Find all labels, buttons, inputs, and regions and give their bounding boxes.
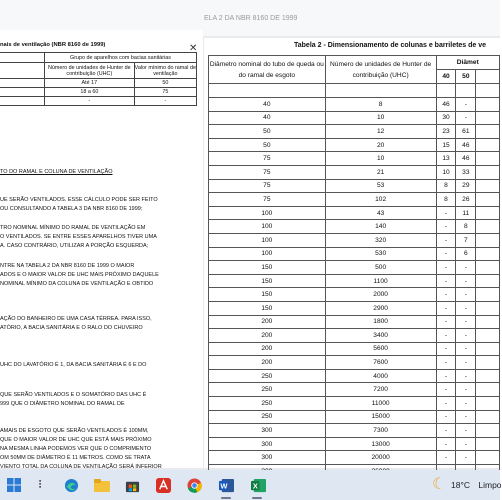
table-row xyxy=(209,342,500,356)
table-cell: - xyxy=(436,220,456,234)
table-row xyxy=(209,220,500,234)
table-row xyxy=(209,410,500,424)
paragraph-line: OU CONSULTANDO A TABELA 3 DA NBR 8160 DE 1999; xyxy=(0,206,143,212)
table-cell: - xyxy=(456,383,476,397)
table-cell: 30 xyxy=(436,111,456,125)
table-cell: 46 xyxy=(436,98,456,112)
table-cell: - xyxy=(456,437,476,451)
table-cell: - xyxy=(456,342,476,356)
table-cell: 61 xyxy=(456,125,476,139)
table-cell: 46 xyxy=(456,152,476,166)
paragraph-line: AMAIS DE ESGOTO QUE SERÃO VENTILADOS É 100MM, xyxy=(0,428,149,434)
table-cell: 46 xyxy=(456,138,476,152)
table-cell: 18 a 60 xyxy=(45,88,135,97)
table-cell: - xyxy=(436,369,456,383)
close-icon[interactable]: ✕ xyxy=(189,43,198,54)
table-row xyxy=(209,111,500,125)
table-row xyxy=(209,301,500,315)
paragraph-line: VIENTO TOTAL DA COLUNA DE VENTILAÇÃO SERÁ INFERIOR xyxy=(0,464,162,470)
header-diameter-group: Diâmet xyxy=(436,56,499,70)
table-cell: 10 xyxy=(325,111,436,125)
chrome-icon[interactable] xyxy=(186,477,202,493)
table-cell: 8 xyxy=(456,220,476,234)
table-cell: - xyxy=(456,369,476,383)
table-cell: - xyxy=(436,329,456,343)
table-cell: - xyxy=(456,410,476,424)
table-cell-blank xyxy=(0,97,45,106)
paragraph-line: A. CASO CONTRÁRIO, UTILIZAR A PORÇÃO ESQUERDA; xyxy=(0,243,149,249)
table-cell: 40 xyxy=(209,98,326,112)
table-row xyxy=(209,165,500,179)
table-cell: 150 xyxy=(209,301,326,315)
table-cell xyxy=(476,233,500,247)
table-cell: 75 xyxy=(209,193,326,207)
table-cell: 50 xyxy=(209,125,326,139)
column-sizing-table xyxy=(208,55,500,479)
paragraph-line: AÇÃO DO BANHEIRO DE UMA CASA TÉRREA. PARA ISSO, xyxy=(0,316,152,322)
table-cell: 100 xyxy=(209,206,326,220)
table-sub-blank xyxy=(0,63,45,79)
right-table-title: Tabela 2 - Dimensionamento de colunas e barriletes de ve xyxy=(294,42,487,49)
acrobat-icon[interactable] xyxy=(155,477,171,493)
table-cell xyxy=(476,410,500,424)
table-cell: - xyxy=(436,342,456,356)
table-sub-uhc: Número de unidades de Hunter de contribuição (UHC) xyxy=(45,63,135,79)
table-row xyxy=(209,329,500,343)
table-cell: - xyxy=(436,410,456,424)
table-cell: 102 xyxy=(325,193,436,207)
table-cell: 300 xyxy=(209,424,326,438)
table-cell: 200 xyxy=(209,342,326,356)
table-cell: - xyxy=(456,315,476,329)
store-icon[interactable] xyxy=(124,477,140,493)
table-row xyxy=(209,193,500,207)
table-cell: 1100 xyxy=(325,274,436,288)
table-cell: - xyxy=(436,288,456,302)
table-row xyxy=(209,274,500,288)
table-cell: 7 xyxy=(456,233,476,247)
table-cell: 75 xyxy=(209,165,326,179)
table-cell xyxy=(476,383,500,397)
header-pipe-diameter: Diâmetro nominal do tubo de queda ou do ramal de esgoto xyxy=(209,56,326,84)
table-cell: 53 xyxy=(325,179,436,193)
table-cell: - xyxy=(456,356,476,370)
table-cell: - xyxy=(436,261,456,275)
table-cell: - xyxy=(45,97,135,106)
table-cell: Até 17 xyxy=(45,79,135,88)
table-cell: 100 xyxy=(209,233,326,247)
table-cell: 150 xyxy=(209,288,326,302)
table-cell: 29 xyxy=(456,179,476,193)
header-uhc: Número de unidades de Hunter de contribuição (UHC) xyxy=(325,56,436,84)
table-cell xyxy=(476,261,500,275)
table-cell: 250 xyxy=(209,369,326,383)
table-cell: 33 xyxy=(456,165,476,179)
table-cell: 200 xyxy=(209,329,326,343)
left-document-panel xyxy=(0,30,203,468)
paragraph-line: QUE SERÃO VENTILADOS E O SOMATÓRIO DAS UHC É xyxy=(0,392,147,398)
table-cell: - xyxy=(456,424,476,438)
table-row xyxy=(209,383,500,397)
table-cell: 500 xyxy=(325,261,436,275)
table-cell: - xyxy=(456,451,476,465)
table-cell: - xyxy=(436,247,456,261)
table-cell: 15000 xyxy=(325,410,436,424)
svg-text:X: X xyxy=(252,480,258,490)
table-cell: 250 xyxy=(209,410,326,424)
table-cell-blank xyxy=(0,79,45,88)
windows-start-icon[interactable] xyxy=(6,477,22,493)
table-cell: - xyxy=(456,397,476,411)
background-window-title: ELA 2 DA NBR 8160 DE 1999 xyxy=(204,15,298,22)
table-cell: 75 xyxy=(134,88,196,97)
table-row xyxy=(209,451,500,465)
table-row xyxy=(209,261,500,275)
table-cell: 200 xyxy=(209,315,326,329)
table-cell: 250 xyxy=(209,397,326,411)
taskbar xyxy=(0,470,500,500)
table-cell: 2000 xyxy=(325,288,436,302)
task-view-icon[interactable]: ⫶ xyxy=(38,478,42,491)
table-row xyxy=(209,179,500,193)
ventilation-branch-table xyxy=(0,52,197,106)
table-cell: 530 xyxy=(325,247,436,261)
table-cell: 100 xyxy=(209,247,326,261)
table-cell: - xyxy=(436,356,456,370)
table-cell: 150 xyxy=(209,274,326,288)
table-cell: - xyxy=(436,383,456,397)
table-row xyxy=(209,437,500,451)
paragraph-line: OM 50MM DE DIÂMETRO É 11 METROS. COMO SE TRATA xyxy=(0,455,151,461)
svg-text:W: W xyxy=(219,480,227,490)
table-cell: 23 xyxy=(436,125,456,139)
right-document-panel xyxy=(204,38,500,468)
table-row xyxy=(209,356,500,370)
table-row xyxy=(209,315,500,329)
table-cell xyxy=(476,98,500,112)
excel-active-indicator xyxy=(252,497,262,499)
table-cell: 50 xyxy=(209,138,326,152)
paragraph-line: NTRE NA TABELA 2 DA NBR 8160 DE 1999 O MAIOR xyxy=(0,263,135,269)
table-cell: 150 xyxy=(209,261,326,275)
table-row xyxy=(209,397,500,411)
table-cell xyxy=(476,369,500,383)
edge-browser-icon[interactable] xyxy=(63,477,79,493)
table-cell: - xyxy=(456,274,476,288)
table-cell xyxy=(476,206,500,220)
table-cell: 2900 xyxy=(325,301,436,315)
table-cell: - xyxy=(436,397,456,411)
table-cell: 1800 xyxy=(325,315,436,329)
table-header-blank xyxy=(0,53,45,63)
table-cell: 7300 xyxy=(325,424,436,438)
table-cell-blank xyxy=(0,88,45,97)
table-cell: - xyxy=(436,301,456,315)
table-cell: 20000 xyxy=(325,451,436,465)
table-cell: 7600 xyxy=(325,356,436,370)
weather-moon-icon[interactable]: ☾ xyxy=(432,476,447,493)
table-cell: 75 xyxy=(209,152,326,166)
table-cell: 300 xyxy=(209,451,326,465)
table-cell: 7200 xyxy=(325,383,436,397)
table-row xyxy=(209,369,500,383)
table-cell: 100 xyxy=(209,220,326,234)
table-cell-blank xyxy=(209,84,326,98)
weather-temperature: 18°C xyxy=(451,480,470,490)
table-cell: 320 xyxy=(325,233,436,247)
table-cell: 26 xyxy=(456,193,476,207)
paragraph-line: ATÓRIO, A BACIA SANITÁRIA E O RALO DO CHUVEIRO xyxy=(0,325,143,331)
table-cell: - xyxy=(436,315,456,329)
table-cell-blank xyxy=(436,84,456,98)
table-row xyxy=(209,288,500,302)
paragraph-line: QUE O MAIOR VALOR DE UHC QUE ESTÁ MAIS PRÓXIMO xyxy=(0,437,152,443)
table-cell xyxy=(476,301,500,315)
table-cell: - xyxy=(436,233,456,247)
table-cell xyxy=(476,274,500,288)
word-icon[interactable] xyxy=(218,477,234,493)
file-explorer-icon[interactable] xyxy=(94,477,110,493)
table-cell: 5600 xyxy=(325,342,436,356)
table-cell: 40 xyxy=(209,111,326,125)
table-cell: 6 xyxy=(456,247,476,261)
table-cell xyxy=(476,397,500,411)
table-cell xyxy=(476,247,500,261)
table-cell xyxy=(476,288,500,302)
header-diameter-next xyxy=(476,70,500,84)
header-diameter-40: 40 xyxy=(436,70,456,84)
table-cell-blank xyxy=(325,84,436,98)
table-row xyxy=(209,206,500,220)
table-cell: 75 xyxy=(209,179,326,193)
table-cell: 10 xyxy=(325,152,436,166)
table-cell xyxy=(476,220,500,234)
table-cell: - xyxy=(436,274,456,288)
table-row xyxy=(209,247,500,261)
table-cell xyxy=(476,193,500,207)
paragraph-line: TO DO RAMAL E COLUNA DE VENTILAÇÃO xyxy=(0,169,113,175)
paragraph-line: TRO NOMINAL MÍNIMO DO RAMAL DE VENTILAÇÃO EM xyxy=(0,225,146,231)
table-row xyxy=(209,233,500,247)
table-cell xyxy=(476,342,500,356)
paragraph-line: UHC DO LAVATÓRIO É 1, DA BACIA SANITÁRIA É 6 E DO xyxy=(0,362,147,368)
table-cell: 10 xyxy=(436,165,456,179)
table-row xyxy=(209,125,500,139)
table-cell xyxy=(476,125,500,139)
table-cell: - xyxy=(456,261,476,275)
table-cell: - xyxy=(436,437,456,451)
table-cell xyxy=(476,437,500,451)
table-row xyxy=(209,152,500,166)
table-cell xyxy=(476,356,500,370)
table-cell: 3400 xyxy=(325,329,436,343)
table-cell: - xyxy=(436,206,456,220)
table-cell xyxy=(476,424,500,438)
table-cell: - xyxy=(436,451,456,465)
table-cell xyxy=(476,138,500,152)
table-cell: - xyxy=(456,111,476,125)
table-cell: 50 xyxy=(134,79,196,88)
table-cell: - xyxy=(456,301,476,315)
table-cell: 140 xyxy=(325,220,436,234)
table-row xyxy=(209,98,500,112)
paragraph-line: ADOS E O MAIOR VALOR DE UHC MAIS PRÓXIMO DAQUELE xyxy=(0,272,159,278)
table-cell: 43 xyxy=(325,206,436,220)
table-cell: 300 xyxy=(209,437,326,451)
table-cell: - xyxy=(456,98,476,112)
table-cell: 200 xyxy=(209,356,326,370)
paragraph-line: UE SERÃO VENTILADOS. ESSE CÁLCULO PODE SER FEITO xyxy=(0,197,158,203)
weather-description: Limpo xyxy=(478,480,502,490)
table-cell: 13000 xyxy=(325,437,436,451)
paragraph-line: NOMINAL MÍNIMO DA COLUNA DE VENTILAÇÃO E OBTIDO xyxy=(0,281,154,287)
table-cell: 15 xyxy=(436,138,456,152)
paragraph-line: O VENTILADOS. SE ENTRE ESSES APARELHOS TIVER UMA xyxy=(0,234,157,240)
table-cell xyxy=(476,179,500,193)
table-cell: - xyxy=(134,97,196,106)
table-cell: - xyxy=(456,329,476,343)
table-cell: 11 xyxy=(456,206,476,220)
table-cell: 8 xyxy=(436,193,456,207)
table-row xyxy=(209,424,500,438)
table-cell xyxy=(476,315,500,329)
table-cell xyxy=(476,111,500,125)
table-cell: 250 xyxy=(209,383,326,397)
header-diameter-50: 50 xyxy=(456,70,476,84)
word-active-indicator xyxy=(221,497,231,499)
table-cell: - xyxy=(456,288,476,302)
table-cell xyxy=(476,451,500,465)
table-cell xyxy=(476,329,500,343)
table-row xyxy=(209,138,500,152)
table-cell: 12 xyxy=(325,125,436,139)
table-sub-min-value: Valor mínimo do ramal de ventilação xyxy=(134,64,196,77)
table-cell: 21 xyxy=(325,165,436,179)
table-cell-blank xyxy=(476,84,500,98)
table-cell-blank xyxy=(456,84,476,98)
table-cell: 8 xyxy=(325,98,436,112)
table-cell xyxy=(476,165,500,179)
paragraph-line: NA MESMA LINHA PODEMOS VER QUE O COMPRIMENTO xyxy=(0,446,152,452)
weather-widget[interactable] xyxy=(451,480,502,490)
table-cell: 8 xyxy=(436,179,456,193)
excel-icon[interactable] xyxy=(250,477,266,493)
table-cell: 20 xyxy=(325,138,436,152)
table-header-group: Grupo de aparelhos com bacias sanitárias xyxy=(45,53,197,63)
table-cell: 13 xyxy=(436,152,456,166)
table-cell: - xyxy=(436,424,456,438)
table-cell: 4000 xyxy=(325,369,436,383)
left-table-title: nais de ventilação (NBR 8160 de 1999) xyxy=(0,42,106,48)
paragraph-line: 999 QUE O DIÂMETRO NOMINAL DO RAMAL DE xyxy=(0,401,125,407)
table-cell xyxy=(476,152,500,166)
table-cell: 11000 xyxy=(325,397,436,411)
